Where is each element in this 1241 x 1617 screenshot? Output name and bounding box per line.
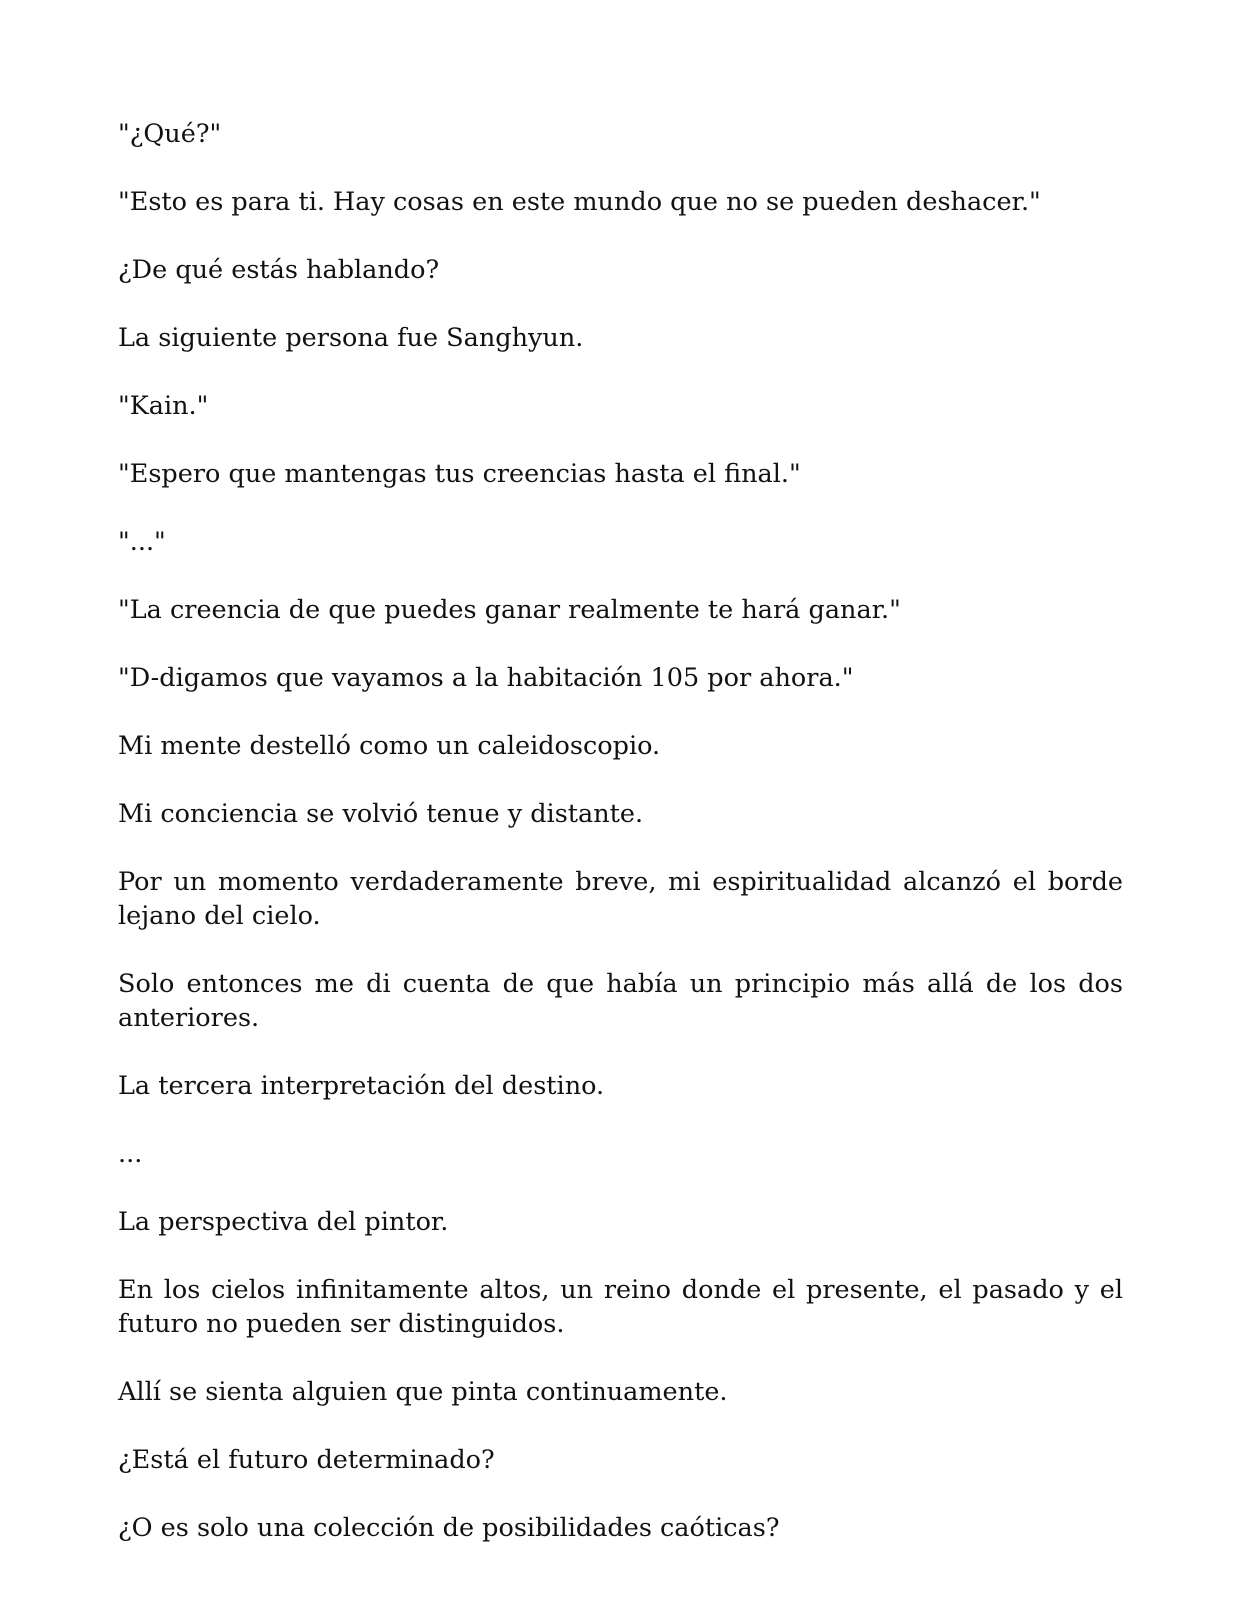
paragraph-espiritualidad-cielo: Por un momento verdaderamente breve, mi espiritualidad alcanzó el borde lejano del cielo. (118, 867, 1123, 931)
paragraph-conciencia-tenue: Mi conciencia se volvió tenue y distante. (118, 799, 644, 829)
paragraph-siguiente-persona: La siguiente persona fue Sanghyun. (118, 323, 584, 353)
paragraph-perspectiva-pintor: La perspectiva del pintor. (118, 1207, 449, 1237)
paragraph-mente-caleidoscopio: Mi mente destelló como un caleidoscopio. (118, 731, 661, 761)
paragraph-alguien-pinta: Allí se sienta alguien que pinta continuamente. (118, 1377, 728, 1407)
paragraph-tercera-interpretacion: La tercera interpretación del destino. (118, 1071, 605, 1101)
paragraph-scene-break-ellipsis: ... (118, 1139, 143, 1169)
paragraph-futuro-determinado: ¿Está el futuro determinado? (118, 1445, 495, 1475)
paragraph-esto-es-para-ti: "Esto es para ti. Hay cosas en este mundo que no se pueden deshacer." (118, 187, 1041, 217)
paragraph-creencia-ganar: "La creencia de que puedes ganar realmente te hará ganar." (118, 595, 901, 625)
paragraph-principio-anteriores: Solo entonces me di cuenta de que había un principio más allá de los dos anteriores. (118, 969, 1123, 1033)
paragraph-ellipsis-quote: "..." (118, 527, 166, 557)
paragraph-cielos-infinitamente-altos: En los cielos infinitamente altos, un reino donde el presente, el pasado y el futuro no pueden ser distinguidos. (118, 1275, 1123, 1339)
paragraph-habitacion-105: "D-digamos que vayamos a la habitación 105 por ahora." (118, 663, 854, 693)
paragraph-posibilidades-caoticas: ¿O es solo una colección de posibilidades caóticas? (118, 1513, 780, 1543)
paragraph-de-que-estas-hablando: ¿De qué estás hablando? (118, 255, 440, 285)
paragraph-que: "¿Qué?" (118, 119, 222, 149)
paragraph-espero-creencias: "Espero que mantengas tus creencias hasta el final." (118, 459, 801, 489)
paragraph-kain: "Kain." (118, 391, 209, 421)
